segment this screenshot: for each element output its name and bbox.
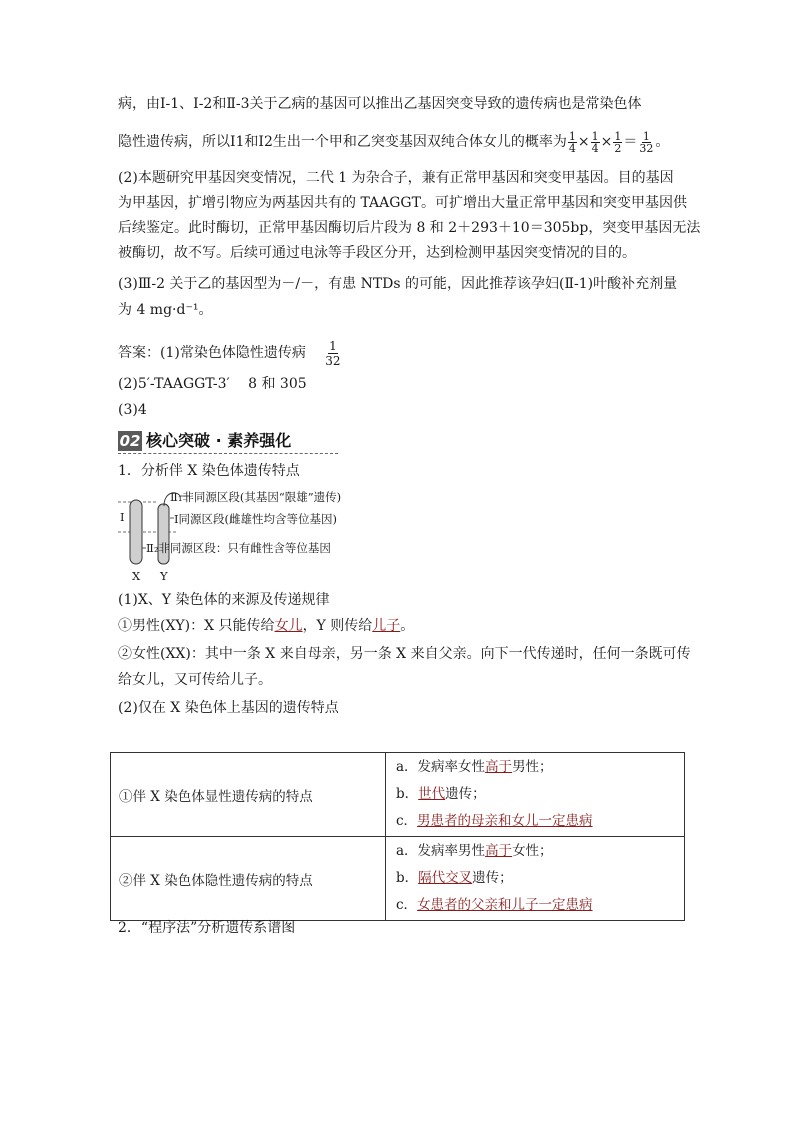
xy-title: (1)X、Y 染色体的来源及传递规律 xyxy=(118,592,330,608)
x-label: X xyxy=(132,569,141,583)
table-row-items xyxy=(386,753,685,837)
subsection-title: 1．分析伴 X 染色体遗传特点 xyxy=(118,463,300,479)
text-line-with-fractions xyxy=(118,124,669,160)
answer-blank: 女儿 xyxy=(274,618,303,634)
times-sign: × xyxy=(577,134,590,150)
answer-line: (2)5′-TAAGGT-3′ 8 和 305 xyxy=(118,376,307,392)
section-divider xyxy=(118,453,338,454)
list-item: c．男患者的母亲和女儿一定患病 xyxy=(396,813,593,829)
list-item: b．隔代交叉遗传； xyxy=(396,870,513,886)
list-item: c．女患者的父亲和儿子一定患病 xyxy=(396,897,593,913)
text-line: (3)Ⅲ-2 关于乙的基因型为－/－，有患 NTDs 的可能，因此推荐该孕妇(Ⅱ-1)叶酸补充剂量 xyxy=(118,276,678,292)
table-row-label: ②伴 X 染色体隐性遗传病的特点 xyxy=(111,837,386,921)
fraction: $\frac{1}{2}$ xyxy=(614,129,622,155)
equals-sign: ＝ xyxy=(623,134,638,150)
table-row xyxy=(111,753,685,837)
list-item: a．发病率男性高于女性； xyxy=(396,843,553,859)
text-line: 为 4 mg·d⁻¹。 xyxy=(118,302,213,318)
text-line: 病，由Ⅰ-1、Ⅰ-2和Ⅱ-3关于乙病的基因可以推出乙基因突变导致的遗传病也是常染色体 xyxy=(118,96,642,112)
region-i-label: Ⅰ xyxy=(120,510,125,524)
x-chromosome xyxy=(130,500,142,564)
fraction: $\frac{1}{4}$ xyxy=(591,129,599,155)
fraction: $\frac{1}{32}$ xyxy=(639,129,654,155)
text-segment: ①男性(XY)：X 只能传给 xyxy=(118,618,275,634)
text-line: 为甲基因，扩增引物应为两基因共有的 TAAGGT。可扩增出大量正常甲基因和突变甲基因供 xyxy=(118,195,687,211)
period: 。 xyxy=(655,134,670,150)
answer-label: 答案：(1)常染色体隐性遗传病 xyxy=(118,345,306,361)
subsection-title: 2．“程序法”分析遗传系谱图 xyxy=(118,920,296,936)
text-segment: 。 xyxy=(400,618,415,634)
x-linked-features-table xyxy=(110,752,685,921)
fraction: $\frac{1}{32}$ xyxy=(325,338,341,368)
times-sign: × xyxy=(600,134,613,150)
fraction: $\frac{1}{4}$ xyxy=(568,129,576,155)
section-heading xyxy=(118,430,338,454)
answer-blank: 儿子 xyxy=(372,618,401,634)
list-item: b．世代遗传； xyxy=(396,786,486,802)
table-row xyxy=(111,837,685,921)
answer-line: (3)4 xyxy=(118,402,147,418)
female-transmission: ②女性(XX)：其中一条 X 来自母亲，另一条 X 来自父亲。向下一代传递时，任何一条既可传 xyxy=(118,646,691,662)
male-transmission xyxy=(118,616,414,636)
text-line: 后续鉴定。此时酶切，正常甲基因酶切后片段为 8 和 2＋293＋10＝305bp，突变甲基因无法 xyxy=(118,220,701,236)
region-ii2-label: Ⅱ₂非同源区段：只有雌性含等位基因 xyxy=(146,541,331,555)
text-line: (2)本题研究甲基因突变情况，二代 1 为杂合子，兼有正常甲基因和突变甲基因。目的基因 xyxy=(118,170,674,186)
only-x-title: (2)仅在 X 染色体上基因的遗传特点 xyxy=(118,700,339,716)
region-ii1-label: Ⅱ₁非同源区段(其基因“限雄”遗传) xyxy=(170,490,342,504)
section-title: 核心突破 · 素养强化 xyxy=(146,431,292,450)
text-segment: ，Y 则传给 xyxy=(302,618,373,634)
answer-line xyxy=(118,338,343,368)
text-line: 被酶切，故不写。后续可通过电泳等手段区分开，达到检测甲基因突变情况的目的。 xyxy=(118,245,636,261)
table-row-label: ①伴 X 染色体显性遗传病的特点 xyxy=(111,753,386,837)
y-label: Y xyxy=(160,569,168,583)
list-item: a．发病率女性高于男性； xyxy=(396,759,553,775)
table-row-items xyxy=(386,837,685,921)
text-segment: 隐性遗传病，所以Ⅰ1和Ⅰ2生出一个甲和乙突变基因双纯合体女儿的概率为 xyxy=(118,134,567,150)
xy-chromosome-diagram xyxy=(118,488,418,588)
region-i-homologous-label: Ⅰ同源区段(雌雄性均含等位基因) xyxy=(174,512,338,526)
female-transmission-cont: 给女儿，又可传给儿子。 xyxy=(118,672,272,688)
section-number-badge: 02 xyxy=(119,432,141,450)
